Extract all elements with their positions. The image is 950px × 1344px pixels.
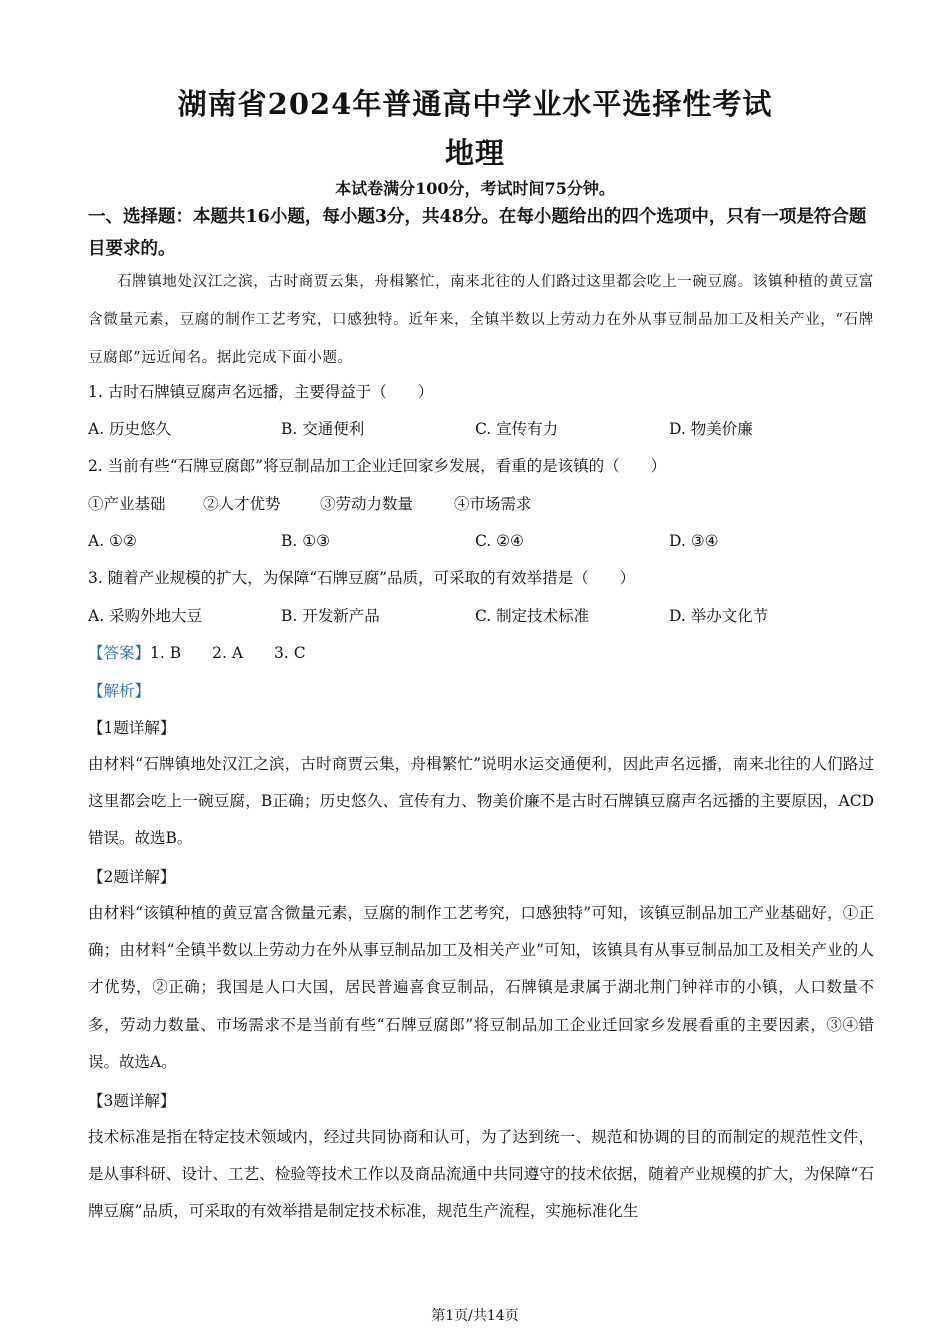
question-2-stem: 2. 当前有些“石牌豆腐郎”将豆制品加工企业迁回家乡发展，看重的是该镇的（ ）	[88, 457, 667, 475]
statement-2: ②人才优势	[203, 495, 281, 513]
section-heading: 一、选择题：本题共16小题，每小题3分，共48分。在每小题给出的四个选项中，只有一项是符合题目要求的。	[88, 207, 867, 259]
statement-4: ④市场需求	[454, 495, 532, 513]
question-3-stem: 3. 随着产业规模的扩大，为保障“石牌豆腐”品质，可采取的有效举措是（ ）	[88, 569, 636, 587]
subject-title: 地理	[444, 136, 505, 170]
answer-tag: 【答案】	[88, 644, 151, 662]
statement-3: ③劳动力数量	[320, 495, 414, 513]
detail-2-text: 由材料“该镇种植的黄豆富含微量元素，豆腐的制作工艺考究，口感独特”可知，该镇豆制品加工产业基础好，①正确；由材料“全镇半数以上劳动力在外从事豆制品加工及相关产业”可知，该镇具有从事豆制品加工及相关产业的人才优势，②正确；我国是人口大国，居民普遍喜食豆制品，石牌镇是隶属于湖北荆门钟祥市的小镇，人口数量不多，劳动力数量、市场需求不是当前有些“石牌豆腐郎”将豆制品加工企业迁回家乡发展看重的主要因素，③④错误。故选A。	[88, 904, 874, 1071]
option-b: B. 开发新产品	[281, 607, 380, 625]
option-c: C. 制定技术标准	[475, 607, 590, 625]
option-c: C. 宣传有力	[475, 420, 559, 438]
option-d: D. 举办文化节	[669, 607, 769, 625]
exam-title: 湖南省2024年普通高中学业水平选择性考试	[177, 87, 773, 121]
option-d: D. ③④	[669, 532, 719, 550]
option-a: A. 采购外地大豆	[88, 607, 203, 625]
option-b: B. 交通便利	[281, 420, 365, 438]
detail-1-heading: 【1题详解】	[88, 719, 176, 737]
detail-1-text: 由材料“石牌镇地处汉江之滨，古时商贾云集，舟楫繁忙”说明水运交通便利，因此声名远播，南来北往的人们路过这里都会吃上一碗豆腐，B正确；历史悠久、宣传有力、物美价廉不是古时石牌镇豆腐声名远播的主要原因，ACD错误。故选B。	[88, 755, 874, 848]
option-b: B. ①③	[281, 532, 331, 550]
exam-note: 本试卷满分100分，考试时间75分钟。	[335, 179, 615, 198]
answer-text: 1. B 2. A 3. C	[150, 644, 306, 662]
option-d: D. 物美价廉	[669, 420, 753, 438]
answer-line	[88, 641, 874, 665]
option-c: C. ②④	[475, 532, 524, 550]
detail-3-heading: 【3题详解】	[88, 1092, 176, 1110]
detail-3-text: 技术标准是指在特定技术领域内，经过共同协商和认可，为了达到统一、规范和协调的目的而制定的规范性文件，是从事科研、设计、工艺、检验等技术工作以及商品流通中共同遵守的技术依据，随着产业规模的扩大，为保障“石牌豆腐”品质，可采取的有效举措是制定技术标准，规范生产流程，实施标准化生	[88, 1128, 874, 1221]
question-1-stem: 1. 古时石牌镇豆腐声名远播，主要得益于（ ）	[88, 383, 434, 401]
page-number: 第1页/共14页	[431, 1308, 519, 1324]
option-a: A. 历史悠久	[88, 420, 172, 438]
statement-1: ①产业基础	[88, 495, 166, 513]
reading-passage: 石牌镇地处汉江之滨，古时商贾云集，舟楫繁忙，南来北往的人们路过这里都会吃上一碗豆腐。该镇种植的黄豆富含微量元素，豆腐的制作工艺考究，口感独特。近年来，全镇半数以上劳动力在外从事豆制品加工及相关产业，“石牌豆腐郎”远近闻名。据此完成下面小题。	[88, 274, 874, 366]
analysis-tag: 【解析】	[88, 682, 151, 700]
option-a: A. ①②	[88, 532, 137, 550]
detail-2-heading: 【2题详解】	[88, 868, 176, 886]
